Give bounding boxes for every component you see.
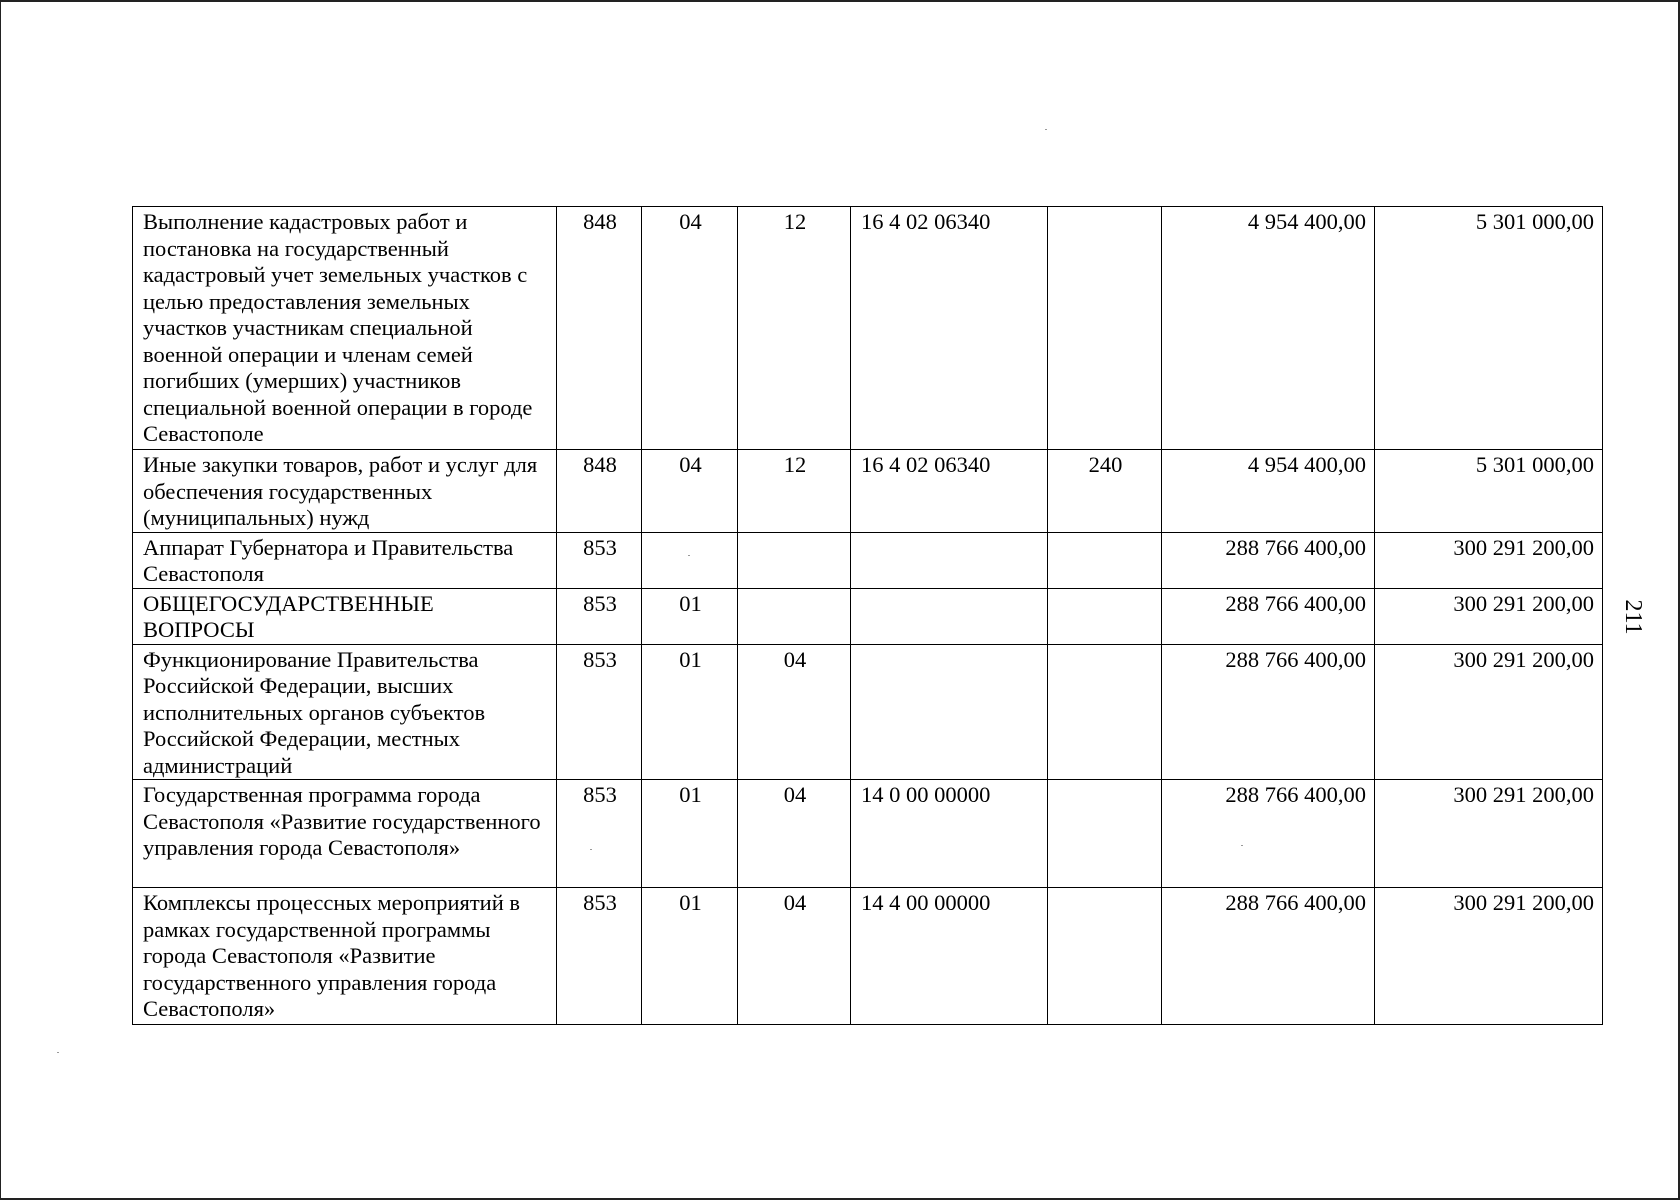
row-vr: 240 [1048,450,1162,533]
table-row [133,588,1603,644]
row-pr: 12 [738,450,851,533]
row-vr [1048,644,1162,780]
row-csr: 14 4 00 00000 [851,888,1048,1025]
row-name: ОБЩЕГОСУДАРСТВЕННЫЕ ВОПРОСЫ [133,588,557,644]
row-ved: 848 [557,207,642,450]
row-name: Выполнение кадастровых работ и постановка на государственный кадастровый учет земельных участков с целью предоставления земельных участков участникам специальной военной операции и членам семей погибших (умерших) участников специальной военной операции в городе Севастополе [133,207,557,450]
table-row [133,450,1603,533]
row-rz: 04 [642,207,738,450]
row-pr [738,532,851,588]
row-pr: 04 [738,888,851,1025]
row-ved: 848 [557,450,642,533]
row-ved: 853 [557,588,642,644]
row-vr [1048,588,1162,644]
table-row [133,780,1603,888]
row-csr: 16 4 02 06340 [851,207,1048,450]
row-rz: 04 [642,450,738,533]
row-vr [1048,532,1162,588]
budget-table [132,206,1603,1025]
table-row [133,888,1603,1025]
row-vr [1048,780,1162,888]
row-sum-2: 300 291 200,00 [1375,888,1603,1025]
row-csr [851,588,1048,644]
row-name: Комплексы процессных мероприятий в рамках государственной программы города Севастополя «Развитие государственного управления города Севастополя» [133,888,557,1025]
page-number: 211 [1620,599,1646,635]
row-sum-1: 288 766 400,00 [1162,888,1375,1025]
row-pr: 04 [738,644,851,780]
row-sum-2: 300 291 200,00 [1375,780,1603,888]
row-csr: 16 4 02 06340 [851,450,1048,533]
row-rz: 01 [642,588,738,644]
row-sum-1: 4 954 400,00 [1162,207,1375,450]
table-row [133,532,1603,588]
row-sum-1: 288 766 400,00 [1162,780,1375,888]
row-sum-2: 300 291 200,00 [1375,532,1603,588]
row-vr [1048,207,1162,450]
row-rz: 01 [642,888,738,1025]
table-row [133,207,1603,450]
row-sum-1: 288 766 400,00 [1162,644,1375,780]
row-sum-1: 4 954 400,00 [1162,450,1375,533]
row-ved: 853 [557,780,642,888]
row-csr: 14 0 00 00000 [851,780,1048,888]
table-row [133,644,1603,780]
row-pr [738,588,851,644]
row-pr: 04 [738,780,851,888]
row-csr [851,532,1048,588]
row-csr [851,644,1048,780]
row-sum-1: 288 766 400,00 [1162,532,1375,588]
row-rz: 01 [642,644,738,780]
row-ved: 853 [557,644,642,780]
row-sum-2: 300 291 200,00 [1375,588,1603,644]
row-sum-1: 288 766 400,00 [1162,588,1375,644]
scan-speck [57,1052,59,1053]
row-vr [1048,888,1162,1025]
row-sum-2: 5 301 000,00 [1375,207,1603,450]
row-ved: 853 [557,532,642,588]
row-sum-2: 300 291 200,00 [1375,644,1603,780]
row-name: Иные закупки товаров, работ и услуг для обеспечения государственных (муниципальных) нужд [133,450,557,533]
row-rz: 01 [642,780,738,888]
row-name: Аппарат Губернатора и Правительства Севастополя [133,532,557,588]
row-sum-2: 5 301 000,00 [1375,450,1603,533]
row-rz [642,532,738,588]
row-pr: 12 [738,207,851,450]
row-name: Функционирование Правительства Российской Федерации, высших исполнительных органов субъектов Российской Федерации, местных администраций [133,644,557,780]
row-ved: 853 [557,888,642,1025]
row-name: Государственная программа города Севастополя «Развитие государственного управления города Севастополя» [133,780,557,888]
scan-speck [1045,129,1047,130]
